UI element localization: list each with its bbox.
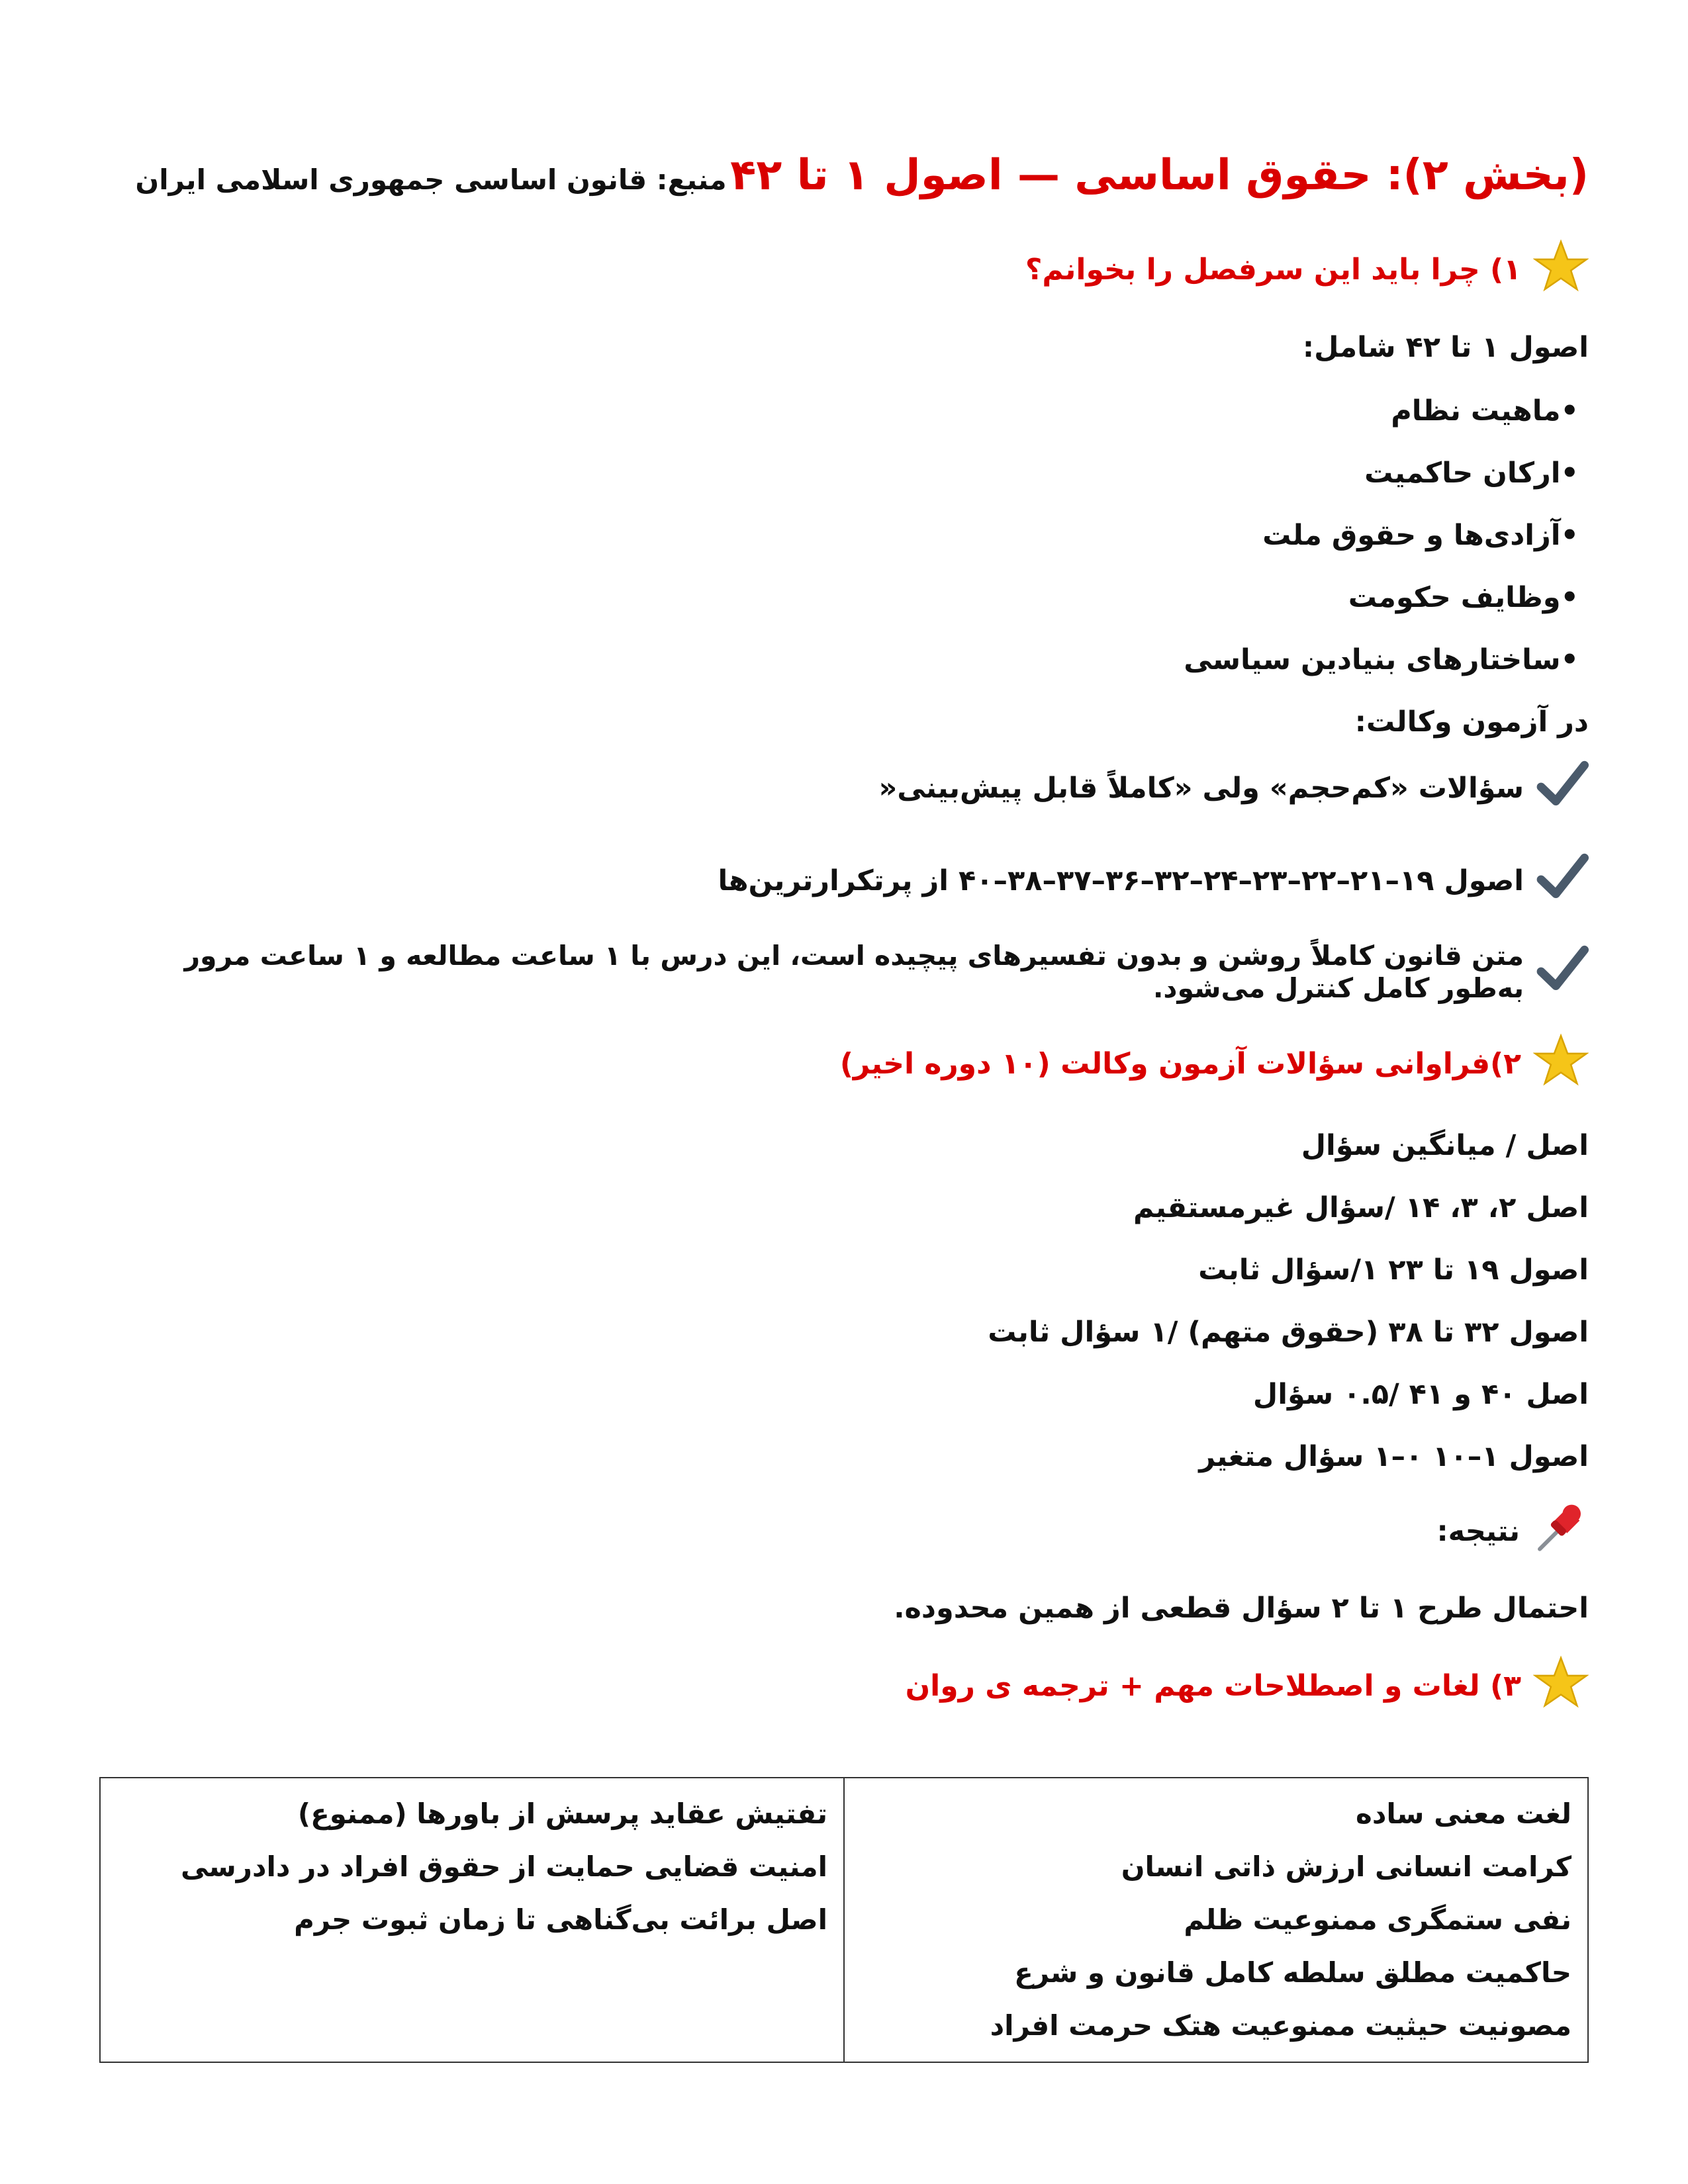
frequency-row: اصل ۲، ۳، ۱۴ /سؤال غیرمستقیم — [1133, 1191, 1589, 1224]
exam-intro: در آزمون وکالت: — [1354, 705, 1589, 739]
frequency-row: اصل / میانگین سؤال — [1301, 1129, 1589, 1162]
check-icon — [1536, 850, 1589, 912]
vocabulary-right-column — [844, 1778, 1588, 2062]
result-text: احتمال طرح ۱ تا ۲ سؤال قطعی از همین محدوده. — [894, 1592, 1589, 1625]
bullet-item: •ماهیت نظام — [1391, 394, 1579, 428]
star-icon — [1533, 1032, 1589, 1095]
result-label: نتیجه: — [1436, 1514, 1520, 1548]
bullet-item: •ساختارهای بنیادین سیاسی — [1184, 643, 1579, 676]
check-item — [99, 758, 1589, 819]
section1-intro: اصول ۱ تا ۴۲ شامل: — [1302, 331, 1589, 364]
star-icon — [1533, 238, 1589, 301]
frequency-row: اصل ۴۰ و ۴۱ /۰.۵ سؤال — [1252, 1378, 1589, 1411]
result-label-row — [99, 1499, 1589, 1565]
section3-heading — [99, 1655, 1589, 1717]
section2-heading-text: ۲)فراوانی سؤالات آزمون وکالت (۱۰ دوره اخیر) — [839, 1047, 1521, 1081]
vocabulary-left-column — [100, 1778, 844, 2062]
check-item-text: متن قانون کاملاً روشن و بدون تفسیرهای پیچیده است، این درس با ۱ ساعت مطالعه و ۱ ساعت مرور به‌طور کامل کنترل می‌شود. — [184, 940, 1524, 1005]
section3-heading-text: ۳) لغات و اصطلاحات مهم + ترجمه ی روان — [905, 1669, 1521, 1703]
vocabulary-entry: نفی ستمگری ممنوعیت ظلم — [1184, 1903, 1571, 1936]
check-icon — [1536, 942, 1589, 1003]
check-icon — [1536, 758, 1589, 819]
vocabulary-entry: لغت معنی ساده — [1356, 1797, 1571, 1830]
bullet-item: •وظایف حکومت — [1348, 581, 1579, 614]
frequency-row: اصول ۳۲ تا ۳۸ (حقوق متهم) /۱ سؤال ثابت — [988, 1316, 1589, 1349]
title-source: منبع: قانون اساسی جمهوری اسلامی ایران — [135, 163, 727, 196]
title-main: (بخش ۲): حقوق اساسی — اصول ۱ تا ۴۲ — [730, 151, 1589, 200]
bullet-item: •ارکان حاکمیت — [1364, 457, 1579, 490]
pushpin-icon — [1532, 1499, 1589, 1565]
check-item-text: اصول ۱۹–۲۱–۲۲–۲۳–۲۴–۳۲–۳۶–۳۷–۳۸–۴۰ از پرتکرارترین‌ها — [718, 864, 1524, 897]
vocabulary-entry: مصونیت حیثیت ممنوعیت هتک حرمت افراد — [990, 2009, 1571, 2042]
frequency-row: اصول ۱۹ تا ۲۳ ۱/سؤال ثابت — [1198, 1253, 1589, 1287]
star-icon — [1533, 1655, 1589, 1717]
check-item — [99, 940, 1589, 1005]
vocabulary-entry: کرامت انسانی ارزش ذاتی انسان — [1121, 1850, 1571, 1883]
vocabulary-entry: تفتیش عقاید پرسش از باورها (ممنوع) — [297, 1797, 827, 1830]
frequency-row: اصول ۱–۱۰ ۰–۱ سؤال متغیر — [1199, 1440, 1589, 1473]
vocabulary-entry: حاکمیت مطلق سلطه کامل قانون و شرع — [1014, 1956, 1571, 1989]
check-item-text: سؤالات «کم‌حجم» ولی «کاملاً قابل پیش‌بینی« — [878, 771, 1524, 805]
check-item — [99, 850, 1589, 912]
vocabulary-entry: اصل برائت بی‌گناهی تا زمان ثبوت جرم — [294, 1903, 827, 1936]
section2-heading — [99, 1032, 1589, 1095]
vocabulary-entry: امنیت قضایی حمایت از حقوق افراد در دادرسی — [181, 1850, 827, 1883]
section1-heading — [99, 238, 1589, 301]
bullet-item: •آزادی‌ها و حقوق ملت — [1262, 519, 1579, 552]
section1-heading-text: ۱) چرا باید این سرفصل را بخوانم؟ — [1025, 253, 1521, 287]
page-title — [99, 151, 1589, 200]
vocabulary-table — [99, 1777, 1589, 2063]
